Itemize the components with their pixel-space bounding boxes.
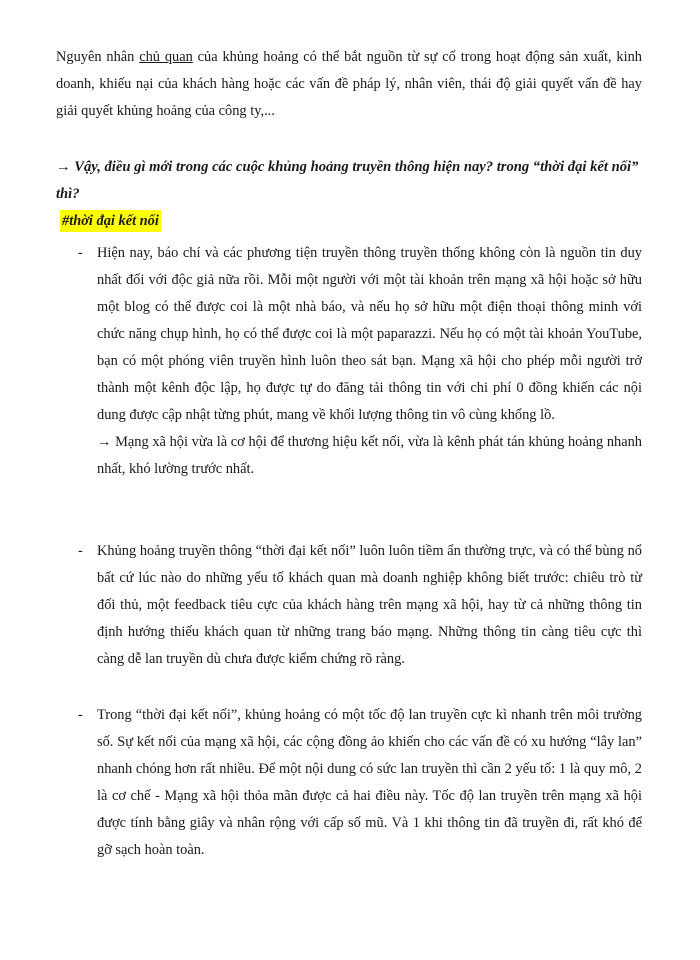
list-item-conclusion: → Mạng xã hội vừa là cơ hội để thương hiệu kết nối, vừa là kênh phát tán khủng hoảng nhanh nhất, khó lường trước nhất.: [97, 434, 642, 477]
list-item-text: [97, 240, 642, 483]
list-item-body: Trong “thời đại kết nối”, khủng hoảng có một tốc độ lan truyền cực kì nhanh trên môi trường số. Sự kết nối của mạng xã hội, các cộng đồng ảo khiến cho các vấn đề có xu hướng “lây lan” nhanh chóng hơn rất nhiều. Để một nội dung có sức lan truyền thì cần 2 yếu tố: 1 là quy mô, 2 là cơ chế - Mạng xã hội thỏa mãn được cả hai điều này. Tốc độ lan truyền trên mạng xã hội được tính bằng giây và nhân rộng với cấp số mũ. Và 1 khi thông tin đã truyền đi, rất khó để gỡ sạch hoàn toàn.: [97, 707, 642, 858]
list-item-body: Khủng hoảng truyền thông “thời đại kết nối” luôn luôn tiềm ẩn thường trực, và có thể bùng nổ bất cứ lúc nào do những yếu tố khách quan mà doanh nghiệp không biết trước: chiêu trò từ đối thủ, một feedback tiêu cực của khách hàng trên mạng xã hội, hay từ cả những thông tin định hướng thiếu khách quan từ những trang báo mạng. Những thông tin càng tiêu cực thì càng dễ lan truyền dù chưa được kiểm chứng rõ ràng.: [97, 543, 642, 667]
intro-underlined-term: chủ quan: [139, 49, 193, 65]
bullet-marker: -: [78, 543, 83, 559]
intro-text-before: Nguyên nhân: [56, 49, 140, 65]
bullet-marker: -: [78, 245, 83, 261]
question-heading: → Vậy, điều gì mới trong các cuộc khủng hoảng truyền thông hiện nay? trong “thời đại kết nối” thì?: [56, 159, 639, 202]
highlighted-hashtag: #thời đại kết nối: [60, 210, 161, 232]
list-item-body: Hiện nay, báo chí và các phương tiện truyền thông truyền thống không còn là nguồn tin duy nhất đối với độc giả nữa rồi. Mỗi một người với một tài khoản trên mạng xã hội hoặc sở hữu một blog có thể được coi là một nhà báo, và nếu họ sở hữu một điện thoại thông minh với chức năng chụp hình, họ có thể được coi là một paparazzi. Nếu họ có một tài khoản YouTube, bạn có một phóng viên truyền hình luôn theo sát bạn. Mạng xã hội cho phép mỗi người trở thành một kênh độc lập, họ được tự do đăng tải thông tin với chi phí 0 đồng khiến các nội dung được cập nhật từng phút, mang về khối lượng thông tin vô cùng khổng lồ.: [97, 245, 642, 423]
bullet-marker: -: [78, 707, 83, 723]
intro-paragraph: [56, 44, 642, 125]
intro-text-after: của khủng hoảng có thể bắt nguồn từ sự cố trong hoạt động sản xuất, kinh doanh, khiếu nại của khách hàng hoặc các vấn đề pháp lý, nhân viên, thái độ giải quyết vấn đề hay giải quyết khủng hoảng của công ty,...: [56, 49, 642, 119]
